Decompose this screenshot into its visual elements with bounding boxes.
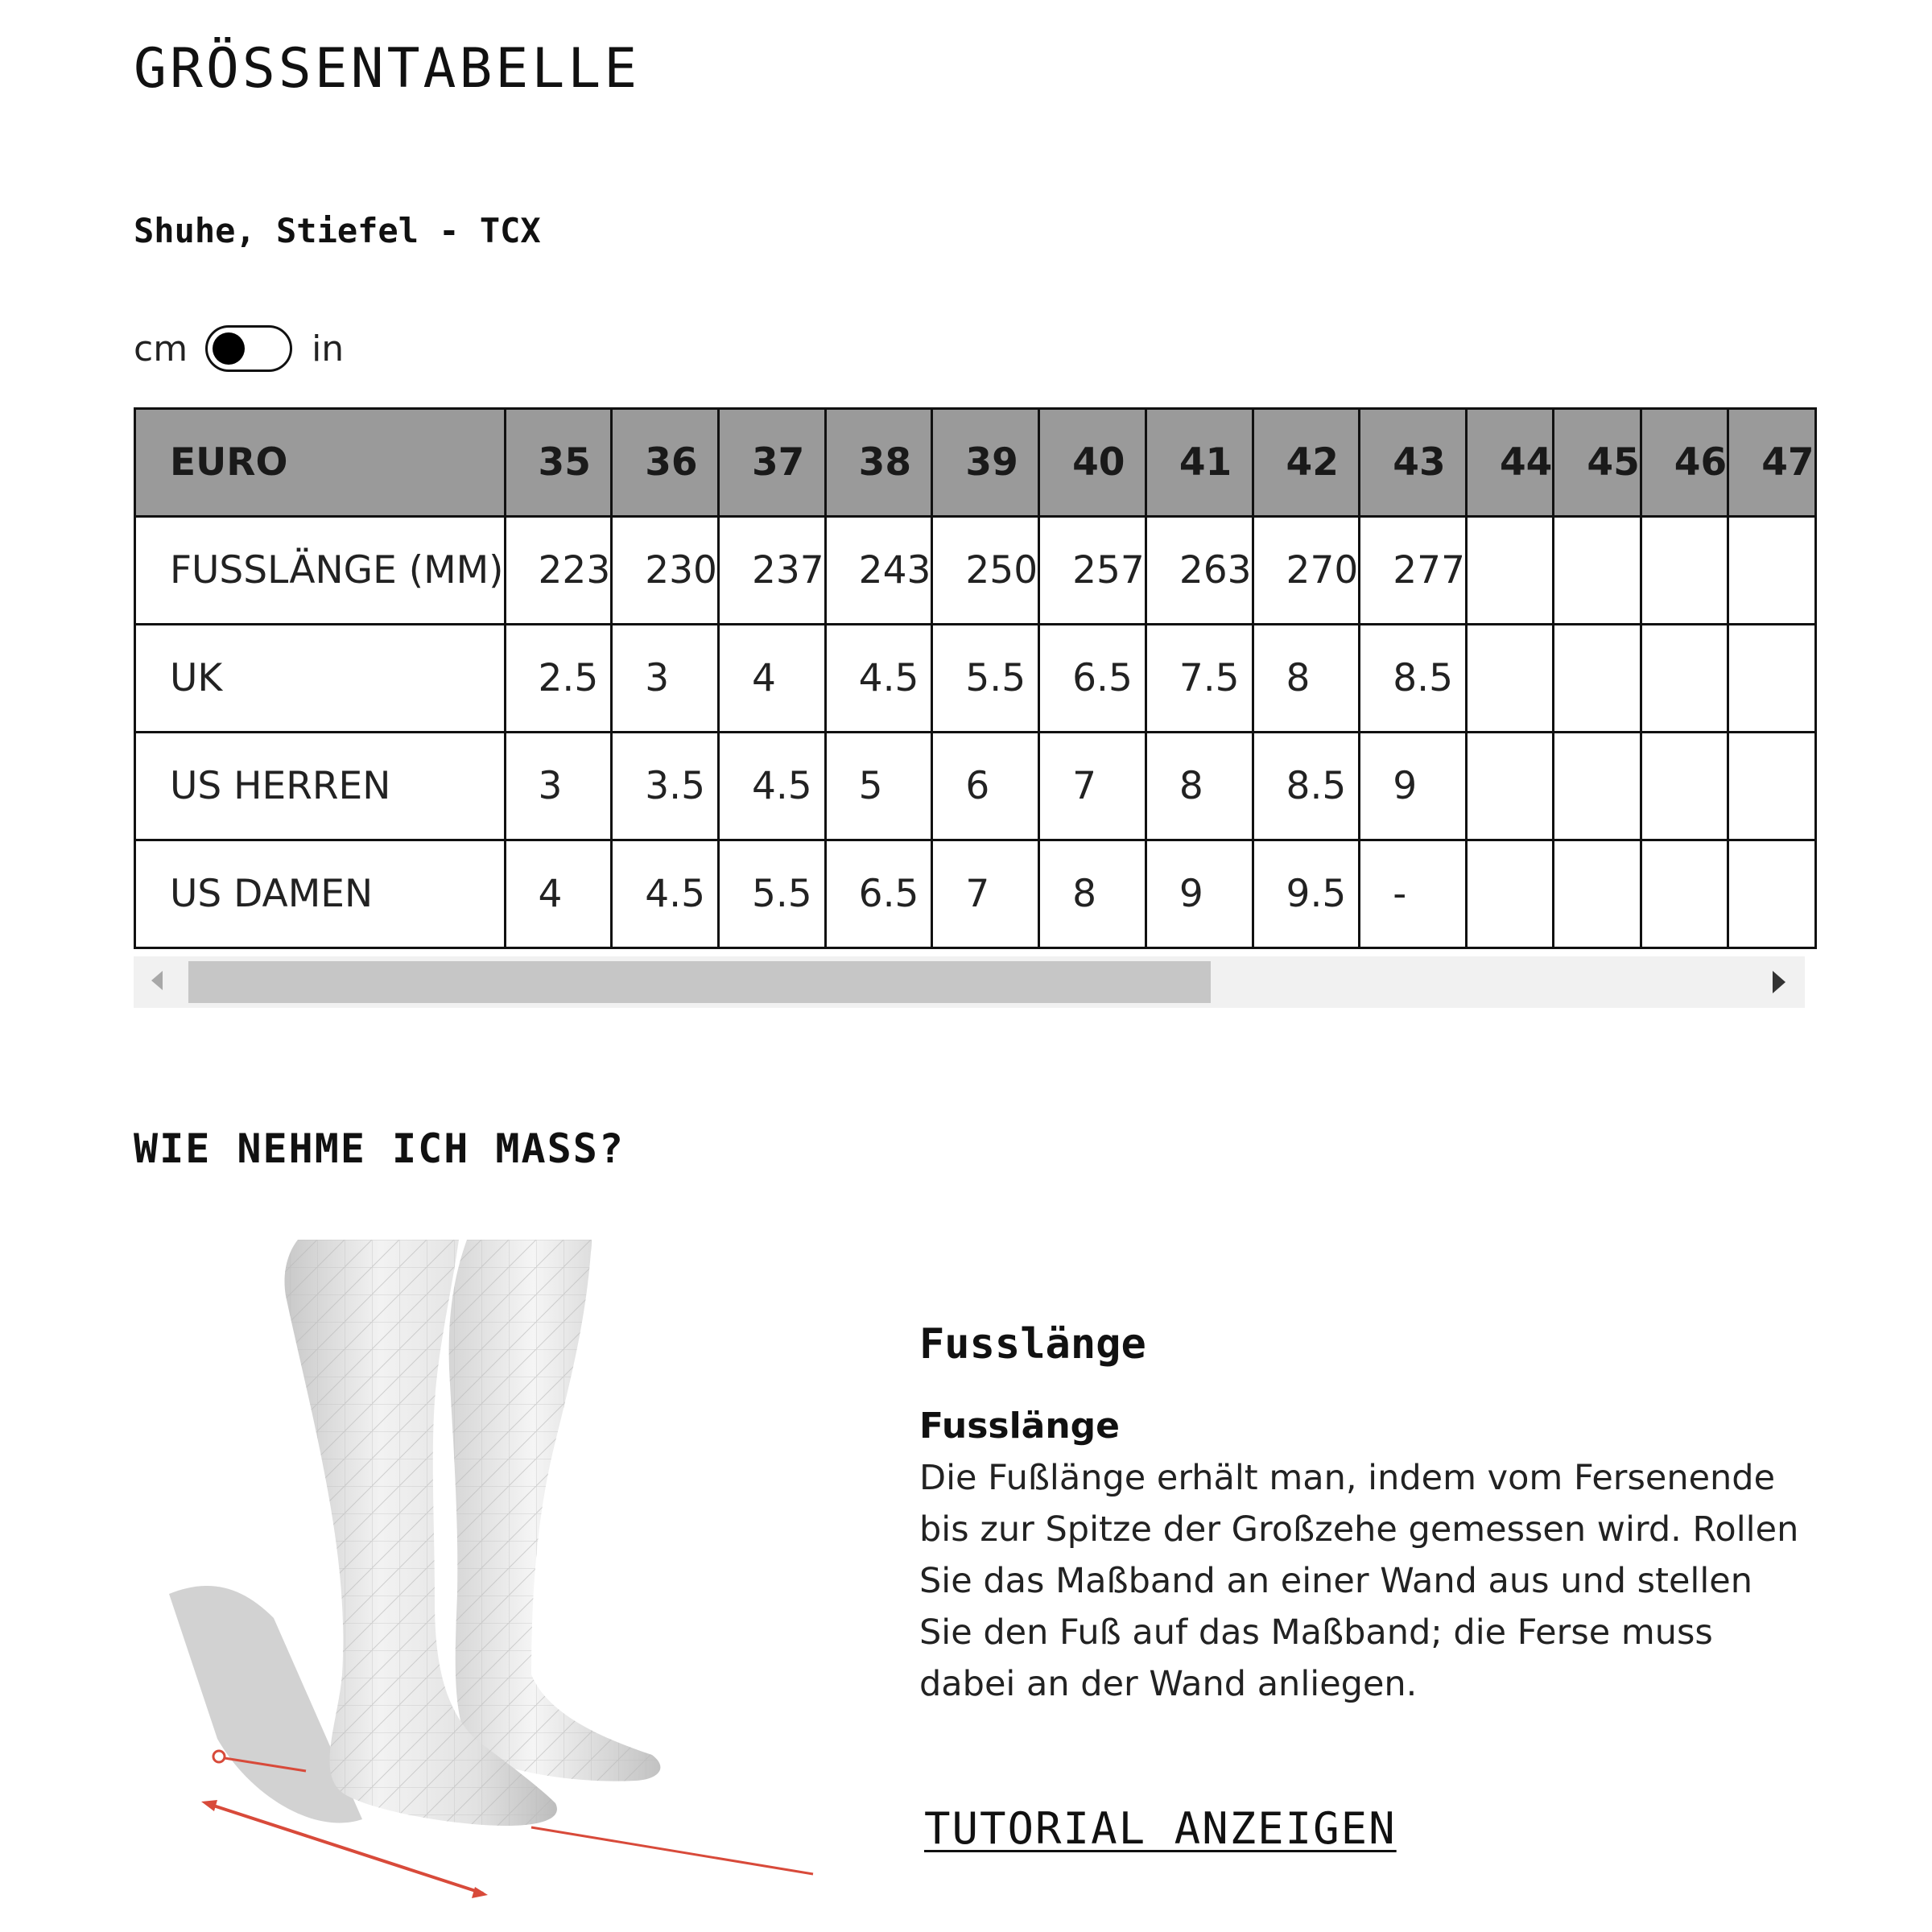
row-label-us-men: US HERREN xyxy=(135,733,506,840)
table-cell xyxy=(1466,625,1553,733)
table-cell: 223 xyxy=(505,517,612,625)
horizontal-scrollbar[interactable] xyxy=(134,956,1805,1008)
table-cell: 8 xyxy=(1146,733,1253,840)
table-cell: 230 xyxy=(612,517,719,625)
header-size: 42 xyxy=(1253,409,1360,517)
header-size: 39 xyxy=(932,409,1039,517)
table-cell: 3.5 xyxy=(612,733,719,840)
table-cell xyxy=(1641,625,1728,733)
table-cell: 4 xyxy=(505,840,612,948)
header-size: 35 xyxy=(505,409,612,517)
measure-arrow-right-icon xyxy=(472,1887,488,1898)
table-row xyxy=(135,625,1816,733)
table-cell xyxy=(1554,840,1641,948)
table-cell xyxy=(1728,625,1815,733)
table-cell: 6.5 xyxy=(825,840,932,948)
table-cell xyxy=(1466,517,1553,625)
table-cell: 270 xyxy=(1253,517,1360,625)
table-row xyxy=(135,840,1816,948)
scrollbar-thumb[interactable] xyxy=(188,961,1211,1003)
table-cell: 5.5 xyxy=(932,625,1039,733)
table-cell: 3 xyxy=(505,733,612,840)
table-cell: 237 xyxy=(718,517,825,625)
scroll-left-arrow-icon[interactable] xyxy=(151,971,163,990)
unit-label-in: in xyxy=(312,328,345,369)
table-cell: 7.5 xyxy=(1146,625,1253,733)
row-label-us-women: US DAMEN xyxy=(135,840,506,948)
product-subtitle: Shuhe, Stiefel - TCX xyxy=(134,211,541,250)
table-cell: 4.5 xyxy=(718,733,825,840)
table-cell: 2.5 xyxy=(505,625,612,733)
table-cell xyxy=(1728,733,1815,840)
size-table xyxy=(134,407,1817,949)
toggle-knob xyxy=(213,332,245,365)
table-cell: 4.5 xyxy=(612,840,719,948)
table-cell xyxy=(1641,733,1728,840)
table-cell xyxy=(1554,625,1641,733)
table-cell: - xyxy=(1360,840,1467,948)
info-text: Die Fußlänge erhält man, indem vom Fersenende bis zur Spitze der Großzehe gemessen wird. Rollen Sie das Maßband an einer Wand aus und stellen Sie den Fuß auf das Maßband; die Ferse muss dabei an der Wand anliegen. xyxy=(919,1458,1799,1704)
foot-length-info xyxy=(919,1320,1805,1710)
table-cell: 8.5 xyxy=(1253,733,1360,840)
scroll-right-arrow-icon[interactable] xyxy=(1773,971,1785,993)
table-row xyxy=(135,517,1816,625)
header-size: 36 xyxy=(612,409,719,517)
shadow-shape xyxy=(169,1586,362,1823)
header-size: 41 xyxy=(1146,409,1253,517)
table-cell: 4 xyxy=(718,625,825,733)
header-size: 40 xyxy=(1039,409,1146,517)
table-cell: 277 xyxy=(1360,517,1467,625)
header-size: 43 xyxy=(1360,409,1467,517)
table-cell: 250 xyxy=(932,517,1039,625)
table-cell xyxy=(1641,840,1728,948)
unit-toggle-switch[interactable] xyxy=(205,325,292,372)
size-table-container xyxy=(134,407,1814,1008)
page-title: GRÖSSENTABELLE xyxy=(134,37,641,101)
row-label-uk: UK xyxy=(135,625,506,733)
table-cell xyxy=(1728,517,1815,625)
table-cell: 8 xyxy=(1039,840,1146,948)
table-cell: 3 xyxy=(612,625,719,733)
table-header-row xyxy=(135,409,1816,517)
foot-measurement-illustration xyxy=(153,1240,829,1916)
toe-line xyxy=(531,1827,813,1874)
measure-arrow-left-icon xyxy=(201,1800,217,1811)
table-cell: 5.5 xyxy=(718,840,825,948)
row-label-foot-length: FUSSLÄNGE (MM) xyxy=(135,517,506,625)
header-size: 45 xyxy=(1554,409,1641,517)
table-cell xyxy=(1728,840,1815,948)
table-row xyxy=(135,733,1816,840)
table-cell: 263 xyxy=(1146,517,1253,625)
header-size: 46 xyxy=(1641,409,1728,517)
table-cell: 5 xyxy=(825,733,932,840)
table-cell xyxy=(1641,517,1728,625)
measure-start-marker xyxy=(213,1751,225,1762)
table-cell: 4.5 xyxy=(825,625,932,733)
header-size: 47 xyxy=(1728,409,1815,517)
table-cell: 9 xyxy=(1146,840,1253,948)
table-cell: 7 xyxy=(1039,733,1146,840)
info-title: Fusslänge xyxy=(919,1320,1146,1368)
table-cell: 8 xyxy=(1253,625,1360,733)
unit-label-cm: cm xyxy=(134,328,188,369)
table-cell: 243 xyxy=(825,517,932,625)
table-cell: 9 xyxy=(1360,733,1467,840)
table-cell: 8.5 xyxy=(1360,625,1467,733)
table-cell: 6.5 xyxy=(1039,625,1146,733)
table-cell xyxy=(1554,517,1641,625)
table-cell xyxy=(1466,733,1553,840)
table-cell: 6 xyxy=(932,733,1039,840)
measure-heading: WIE NEHME ICH MASS? xyxy=(134,1125,625,1172)
table-cell xyxy=(1466,840,1553,948)
table-cell: 257 xyxy=(1039,517,1146,625)
header-label-euro: EURO xyxy=(135,409,506,517)
header-size: 37 xyxy=(718,409,825,517)
header-size: 44 xyxy=(1466,409,1553,517)
header-size: 38 xyxy=(825,409,932,517)
table-cell xyxy=(1554,733,1641,840)
unit-toggle xyxy=(134,320,344,377)
info-subtitle: Fusslänge xyxy=(919,1406,1121,1447)
table-cell: 7 xyxy=(932,840,1039,948)
table-cell: 9.5 xyxy=(1253,840,1360,948)
tutorial-link[interactable]: TUTORIAL ANZEIGEN xyxy=(924,1803,1397,1854)
